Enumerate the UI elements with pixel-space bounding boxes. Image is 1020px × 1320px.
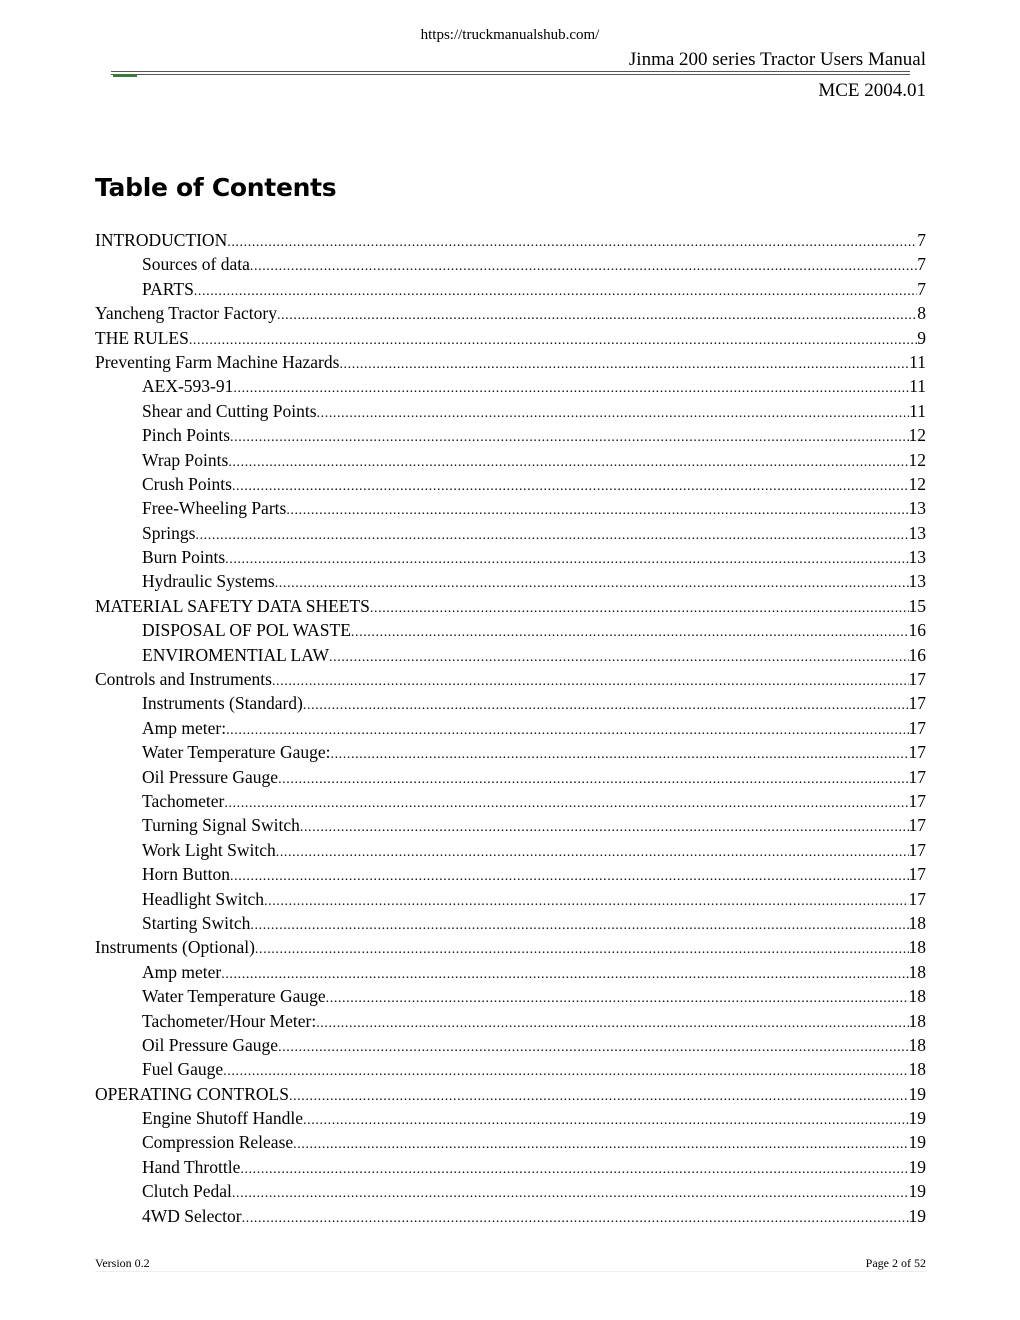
toc-leader-dots [286, 499, 908, 523]
toc-entry-page: 17 [908, 693, 926, 714]
toc-leader-dots [228, 451, 908, 475]
toc-entry-page: 7 [917, 254, 926, 275]
toc-entry-label: Oil Pressure Gauge [142, 1034, 279, 1055]
toc-entry-label: Shear and Cutting Points [142, 400, 317, 421]
footer-version: Version 0.2 [95, 1256, 150, 1270]
toc-entry[interactable] [95, 594, 926, 618]
toc-entry-page: 15 [908, 595, 926, 616]
toc-entry-page: 16 [908, 644, 926, 665]
toc-leader-dots [329, 646, 908, 670]
toc-entry-label: Starting Switch [142, 912, 251, 933]
toc-leader-dots [240, 1158, 908, 1182]
toc-leader-dots [230, 865, 909, 889]
toc-leader-dots [317, 402, 910, 426]
toc-entry-label: OPERATING CONTROLS [95, 1083, 289, 1104]
toc-entry[interactable] [95, 228, 926, 252]
toc-entry-page: 19 [908, 1083, 926, 1104]
toc-entry[interactable] [95, 252, 926, 276]
toc-entry[interactable] [95, 1033, 926, 1057]
toc-entry-page: 19 [908, 1205, 926, 1226]
toc-entry[interactable] [95, 740, 926, 764]
toc-entry[interactable] [95, 1155, 926, 1179]
toc-entry[interactable] [95, 350, 926, 374]
toc-entry[interactable] [95, 1106, 926, 1130]
toc-leader-dots [303, 1109, 908, 1133]
toc-leader-dots [351, 621, 909, 645]
toc-entry[interactable] [95, 838, 926, 862]
footer-page-number: Page 2 of 52 [865, 1256, 926, 1270]
toc-entry-page: 18 [908, 1059, 926, 1080]
toc-leader-dots [227, 231, 917, 255]
toc-entry-page: 18 [908, 1010, 926, 1031]
toc-entry-label: INTRODUCTION [95, 230, 228, 250]
toc-entry-label: Amp meter [142, 961, 222, 982]
toc-entry[interactable] [95, 862, 926, 886]
toc-leader-dots [278, 1036, 908, 1060]
toc-entry-page: 17 [908, 766, 926, 787]
toc-entry-page: 18 [908, 986, 926, 1007]
toc-entry-label: Oil Pressure Gauge [142, 766, 279, 787]
toc-leader-dots [250, 914, 908, 938]
toc-entry-page: 13 [908, 547, 926, 568]
toc-entry-label: DISPOSAL OF POL WASTE [142, 620, 351, 641]
toc-entry-label: Tachometer/Hour Meter: [142, 1010, 317, 1031]
toc-leader-dots [316, 1012, 908, 1036]
toc-entry[interactable] [95, 569, 926, 593]
toc-entry[interactable] [95, 765, 926, 789]
toc-entry-label: Preventing Farm Machine Hazards [95, 351, 340, 372]
toc-entry[interactable] [95, 667, 926, 691]
toc-entry-label: MATERIAL SAFETY DATA SHEETS [95, 595, 370, 616]
toc-leader-dots [250, 255, 917, 279]
toc-leader-dots [289, 1085, 909, 1109]
toc-leader-dots [300, 816, 909, 840]
toc-entry-label: ENVIROMENTIAL LAW [142, 644, 330, 665]
toc-entry-label: THE RULES [95, 327, 189, 348]
toc-leader-dots [255, 938, 909, 962]
toc-leader-dots [330, 743, 908, 767]
toc-entry[interactable] [95, 691, 926, 715]
toc-entry[interactable] [95, 374, 926, 398]
toc-entry[interactable] [95, 448, 926, 472]
toc-entry-page: 9 [917, 327, 926, 348]
toc-entry-page: 17 [908, 717, 926, 738]
toc-entry[interactable] [95, 399, 926, 423]
toc-heading: Table of Contents [95, 173, 337, 202]
toc-entry-label: Horn Button [142, 864, 230, 885]
manual-version-code: MCE 2004.01 [818, 80, 926, 101]
toc-entry-page: 18 [908, 937, 926, 958]
toc-leader-dots [242, 1207, 909, 1231]
toc-entry[interactable] [95, 301, 926, 325]
toc-entry-label: Controls and Instruments [95, 669, 272, 690]
toc-entry[interactable] [95, 887, 926, 911]
toc-entry-page: 19 [908, 1181, 926, 1202]
toc-entry-page: 13 [908, 498, 926, 519]
toc-entry-label: Springs [142, 522, 196, 543]
toc-leader-dots [233, 377, 909, 401]
toc-entry-label: Burn Points [142, 547, 226, 568]
toc-leader-dots [225, 548, 908, 572]
toc-entry-label: Fuel Gauge [142, 1059, 224, 1080]
toc-leader-dots [278, 768, 908, 792]
toc-entry-page: 18 [908, 961, 926, 982]
toc-entry-page: 17 [908, 790, 926, 811]
toc-entry[interactable] [95, 1204, 926, 1228]
toc-entry[interactable] [95, 326, 926, 350]
header-logo-mark [113, 74, 137, 77]
toc-leader-dots [339, 353, 909, 377]
toc-entry-label: Water Temperature Gauge: [142, 742, 331, 763]
footer-rule [95, 1271, 926, 1272]
toc-entry-page: 17 [908, 669, 926, 690]
toc-leader-dots [326, 987, 909, 1011]
toc-leader-dots [272, 670, 909, 694]
toc-entry[interactable] [95, 277, 926, 301]
toc-entry-label: Free-Wheeling Parts [142, 498, 287, 519]
toc-leader-dots [264, 890, 909, 914]
toc-leader-dots [195, 524, 908, 548]
toc-entry[interactable] [95, 716, 926, 740]
toc-entry-page: 19 [908, 1132, 926, 1153]
toc-entry-label: Wrap Points [142, 449, 229, 470]
toc-entry-label: Compression Release [142, 1132, 294, 1153]
toc-entry-page: 19 [908, 1156, 926, 1177]
toc-entry-page: 12 [908, 473, 926, 494]
toc-entry[interactable] [95, 960, 926, 984]
toc-entry-label: AEX-593-91 [142, 376, 234, 397]
toc-entry[interactable] [95, 423, 926, 447]
toc-entry-page: 7 [917, 278, 926, 299]
toc-entry-page: 17 [908, 864, 926, 885]
toc-leader-dots [224, 792, 908, 816]
toc-entry-page: 17 [908, 888, 926, 909]
toc-leader-dots [293, 1133, 908, 1157]
toc-entry[interactable] [95, 472, 926, 496]
toc-entry-label: Yancheng Tractor Factory [95, 303, 277, 324]
toc-leader-dots [232, 1182, 909, 1206]
toc-entry-label: Headlight Switch [142, 888, 264, 909]
toc-entry-page: 17 [908, 839, 926, 860]
toc-leader-dots [277, 304, 917, 328]
toc-entry-label: Amp meter: [142, 717, 227, 738]
toc-entry-label: Crush Points [142, 473, 232, 494]
toc-entry-page: 17 [908, 815, 926, 836]
toc-entry-label: Clutch Pedal [142, 1181, 232, 1202]
toc-entry-label: Instruments (Optional) [95, 937, 255, 958]
toc-entry[interactable] [95, 496, 926, 520]
toc-entry-page: 19 [908, 1108, 926, 1129]
toc-entry-page: 13 [908, 571, 926, 592]
toc-entry[interactable] [95, 984, 926, 1008]
toc-entry[interactable] [95, 545, 926, 569]
toc-entry[interactable] [95, 911, 926, 935]
toc-entry[interactable] [95, 935, 926, 959]
toc-leader-dots [370, 597, 909, 621]
toc-entry[interactable] [95, 789, 926, 813]
toc-entry-page: 18 [908, 912, 926, 933]
toc-entry-label: Pinch Points [142, 425, 231, 446]
toc-entry-page: 8 [917, 303, 926, 324]
toc-entry-page: 18 [908, 1034, 926, 1055]
toc-entry-label: Turning Signal Switch [142, 815, 300, 836]
toc-entry-page: 7 [917, 230, 926, 250]
toc-entry-label: Work Light Switch [142, 839, 276, 860]
toc-entry-label: Water Temperature Gauge [142, 986, 326, 1007]
toc-leader-dots [232, 475, 909, 499]
toc-entry-label: PARTS [142, 278, 194, 299]
toc-entry[interactable] [95, 1057, 926, 1081]
header-rule [111, 71, 910, 75]
toc-entry-page: 13 [908, 522, 926, 543]
toc-entry-label: Tachometer [142, 790, 225, 811]
toc-entry-label: Sources of data [142, 254, 250, 275]
toc-entry-label: Hydraulic Systems [142, 571, 275, 592]
toc-entry-label: 4WD Selector [142, 1205, 242, 1226]
toc-entry-page: 11 [909, 400, 926, 421]
toc-entry-label: Instruments (Standard) [142, 693, 303, 714]
toc-entry-label: Engine Shutoff Handle [142, 1108, 304, 1129]
toc-leader-dots [276, 841, 909, 865]
toc-leader-dots [223, 1060, 908, 1084]
toc-entry-label: Hand Throttle [142, 1156, 241, 1177]
toc-entry-page: 12 [908, 425, 926, 446]
toc-entry-page: 17 [908, 742, 926, 763]
toc-entry-page: 11 [909, 376, 926, 397]
toc-entry[interactable] [95, 813, 926, 837]
toc-leader-dots [230, 426, 908, 450]
toc-entry[interactable] [95, 521, 926, 545]
source-url: https://truckmanualshub.com/ [420, 27, 600, 43]
toc-entry-page: 16 [908, 620, 926, 641]
toc-entry-page: 12 [908, 449, 926, 470]
toc-leader-dots [194, 280, 917, 304]
manual-title: Jinma 200 series Tractor Users Manual [628, 49, 926, 70]
toc-leader-dots [303, 694, 909, 718]
toc-entry[interactable] [95, 1179, 926, 1203]
table-of-contents [95, 228, 926, 1228]
toc-entry[interactable] [95, 1009, 926, 1033]
toc-entry[interactable] [95, 618, 926, 642]
toc-entry[interactable] [95, 1082, 926, 1106]
toc-entry[interactable] [95, 1130, 926, 1154]
toc-entry[interactable] [95, 643, 926, 667]
toc-entry-page: 11 [909, 351, 926, 372]
